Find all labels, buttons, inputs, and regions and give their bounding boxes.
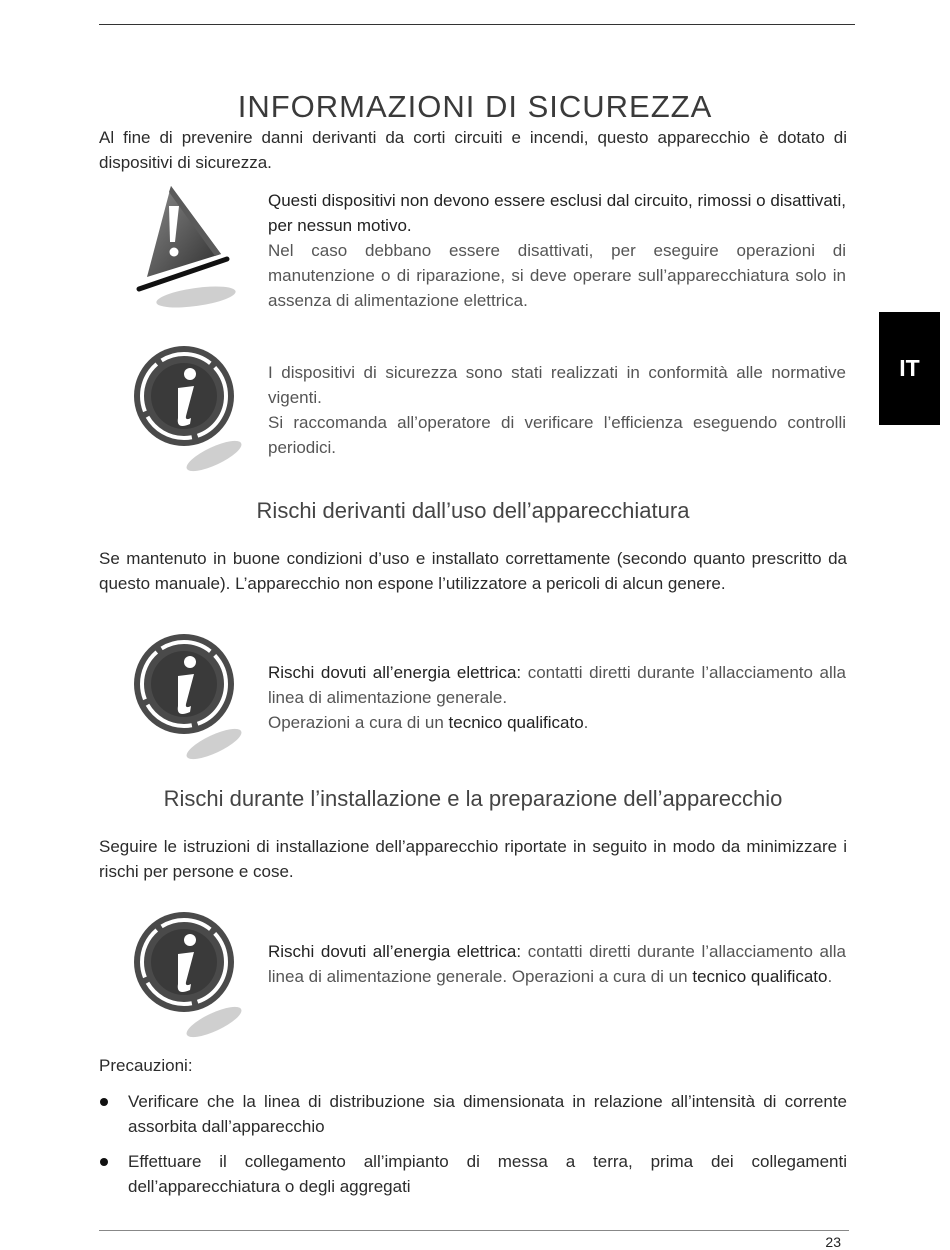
list-item [99, 1089, 847, 1139]
warning-icon [133, 182, 243, 312]
info-2-ops-bold: tecnico qualificato [448, 713, 584, 732]
bullet-icon [100, 1098, 108, 1106]
info-1-line-1: I dispositivi di sicurezza sono stati realizzati in conformità alle normative vigenti. [268, 363, 846, 407]
bullet-icon [100, 1158, 108, 1166]
precaution-text: Verificare che la linea di distribuzione sia dimensionata in relazione all’intensità di corrente assorbita dall’apparecchio [128, 1092, 847, 1136]
precautions-list [99, 1089, 847, 1209]
install-paragraph: Seguire le istruzioni di installazione dell’apparecchio riportate in seguito in modo da minimizzare i rischi per persone e cose. [99, 837, 847, 881]
warning-line-2: Nel caso debbano essere disattivati, per eseguire operazioni di manutenzione o di riparazione, si deve operare sull’apparecchiatura solo in assenza di alimentazione elettrica. [268, 241, 846, 310]
info-icon [128, 910, 248, 1040]
footer-rule [99, 1230, 849, 1231]
precautions-label: Precauzioni: [99, 1056, 193, 1075]
list-item [99, 1149, 847, 1199]
info-2-text: contatti diretti durante l’allacciamento alla linea di alimentazione generale. [268, 663, 846, 707]
info-3-ops-bold: tecnico qualificato [692, 967, 828, 986]
info-2-bold-label: Rischi dovuti all’energia elettrica: [268, 663, 522, 682]
use-paragraph: Se mantenuto in buone condizioni d’uso e installato correttamente (secondo quanto prescritto da questo manuale). L’apparecchio non espone l’utilizzatore a pericoli di alcun genere. [99, 549, 847, 593]
info-3-ops-suffix: . [827, 967, 833, 986]
info-text-3 [268, 939, 846, 989]
warning-line-1: Questi dispositivi non devono essere esclusi dal circuito, rimossi o disattivati, per nessun motivo. [268, 191, 846, 235]
page-number: 23 [825, 1234, 841, 1250]
info-icon [128, 632, 248, 762]
precaution-text: Effettuare il collegamento all’impianto di messa a terra, prima dei collegamenti dell’apparecchiatura o degli aggregati [128, 1152, 847, 1196]
info-text-2 [268, 660, 846, 735]
language-tab: IT [879, 312, 940, 425]
page-title: INFORMAZIONI DI SICUREZZA [237, 88, 713, 124]
info-icon [128, 344, 248, 474]
info-2-paragraph [268, 660, 846, 710]
section-heading-use: Rischi derivanti dall’uso dell’apparecchiatura [256, 498, 690, 523]
section-heading-install: Rischi durante l’installazione e la preparazione dell’apparecchio [163, 786, 783, 811]
info-3-colon: : [516, 942, 522, 961]
info-3-text: contatti diretti durante l’allacciamento alla linea di alimentazione generale. Operazioni a cura di un [268, 942, 846, 986]
intro-paragraph: Al fine di prevenire danni derivanti da corti circuiti e incendi, questo apparecchio è dotato di dispositivi di sicurezza. [99, 128, 847, 172]
header-rule [99, 24, 855, 25]
info-text-1 [268, 360, 846, 460]
warning-text [268, 188, 846, 313]
info-2-ops-suffix: . [583, 713, 589, 732]
info-1-line-2: Si raccomanda all’operatore di verificare l’efficienza eseguendo controlli periodici. [268, 413, 846, 457]
info-3-bold-label: Rischi dovuti all’energia elettrica [268, 942, 517, 961]
info-2-operations [268, 710, 846, 735]
info-2-ops-prefix: Operazioni a cura di un [268, 713, 444, 732]
